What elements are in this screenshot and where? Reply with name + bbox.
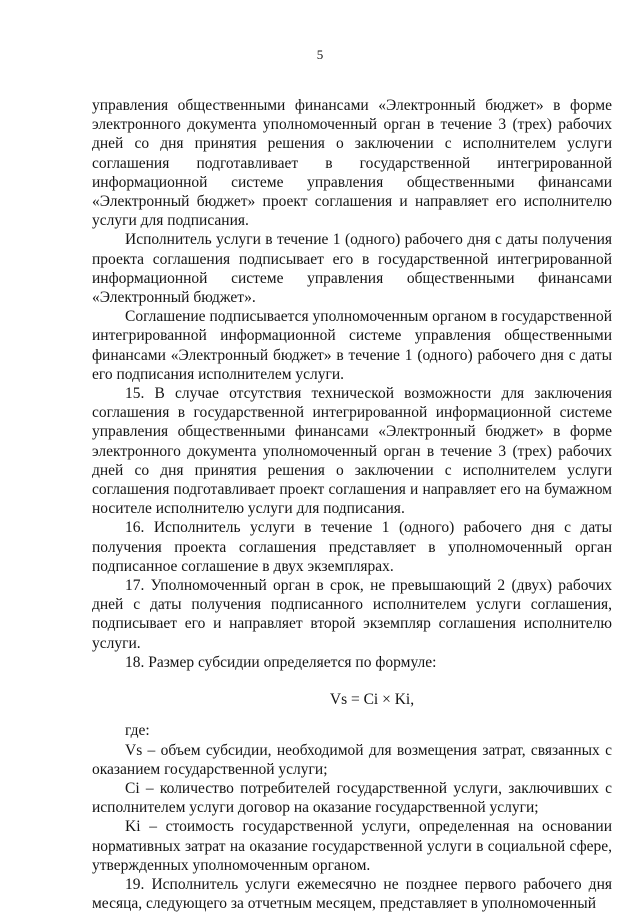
paragraph-16: 16. Исполнитель услуги в течение 1 (одного) рабочего дня с даты получения проекта соглашения представляет в уполномоченный орган подписанное соглашение в двух экземплярах. — [92, 519, 612, 575]
paragraph-19: 19. Исполнитель услуги ежемесячно не позднее первого рабочего дня месяца, следующего за отчетным месяцем, представляет в уполномоченный — [92, 875, 612, 913]
definition-vs: Vs – объем субсидии, необходимой для возмещения затрат, связанных с оказанием государственной услуги; — [92, 741, 612, 778]
paragraph-continuation: управления общественными финансами «Электронный бюджет» в форме электронного документа уполномоченный орган в течение 3 (трех) рабочих дней со дня принятия решения о заключении с исполнителем услуги соглашения подготавливает в государственной интегрированной информационной системе управления общественными финансами «Электронный бюджет» проект соглашения и направляет его исполнителю услуги для подписания. — [92, 97, 612, 230]
document-body — [92, 96, 612, 913]
paragraph-17: 17. Уполномоченный орган в срок, не превышающий 2 (двух) рабочих дней с даты получения подписанного исполнителем услуги соглашения, подписывает его и направляет второй экземпляр соглашения исполнителю услуги. — [92, 577, 612, 652]
paragraph-signing-by-authority: Соглашение подписывается уполномоченным органом в государственной интегрированной информационной системе управления общественными финансами «Электронный бюджет» в течение 1 (одного) рабочего дня с даты его подписания исполнителем услуги. — [92, 308, 612, 383]
paragraph-signing-by-executor: Исполнитель услуги в течение 1 (одного) рабочего дня с даты получения проекта соглашения подписывает его в государственной интегрированной информационной системе управления общественными финансами «Электронный бюджет». — [92, 231, 612, 307]
paragraph-18: 18. Размер субсидии определяется по формуле: — [125, 653, 437, 671]
subsidy-formula: Vs = Ci × Ki, — [329, 691, 415, 709]
definition-ci: Ci – количество потребителей государственной услуги, заключивших с исполнителем услуги договор на оказание государственной услуги; — [92, 779, 612, 817]
definition-ki: Ki – стоимость государственной услуги, определенная на основании нормативных затрат на оказание государственной услуги в социальной сфере, утвержденных уполномоченным органом. — [92, 818, 612, 874]
paragraph-15: 15. В случае отсутствия технической возможности для заключения соглашения в государственной интегрированной информационной системе управления общественными финансами «Электронный бюджет» в форме электронного документа уполномоченный орган в течение 3 (трех) рабочих дней со дня принятия решения о заключении с исполнителем услуги соглашения подготавливает проект соглашения и направляет его на бумажном носителе исполнителю услуги для подписания. — [92, 385, 612, 518]
where-label: где: — [125, 722, 150, 740]
page-number: 5 — [316, 47, 324, 62]
